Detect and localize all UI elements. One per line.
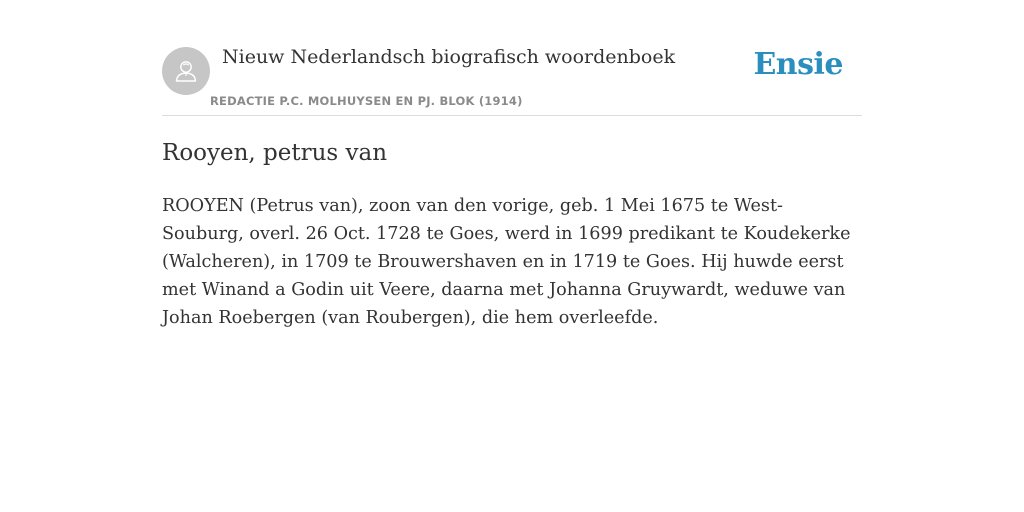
page [162, 0, 862, 512]
ensie-logo[interactable]: Ensie [753, 47, 843, 82]
editors-credit: REDACTIE P.C. MOLHUYSEN EN PJ. BLOK (1914) [210, 94, 523, 108]
article-body: ROOYEN (Petrus van), zoon van den vorige, geb. 1 Mei 1675 te West-Souburg, overl. 26 Oct. 1728 te Goes, werd in 1699 predikant te Koudekerke (Walcheren), in 1709 te Brouwershaven en in 1719 te Goes. Hij huwde eerst met Winand a Godin uit Veere, daarna met Johanna Gruywardt, weduwe van Johan Roebergen (van Roubergen), die hem overleefde. [162, 196, 851, 328]
header [162, 0, 862, 116]
article-title: Rooyen, petrus van [162, 140, 388, 166]
user-icon [171, 56, 201, 86]
avatar[interactable] [162, 47, 210, 95]
book-title[interactable]: Nieuw Nederlandsch biografisch woordenboek [222, 46, 676, 68]
